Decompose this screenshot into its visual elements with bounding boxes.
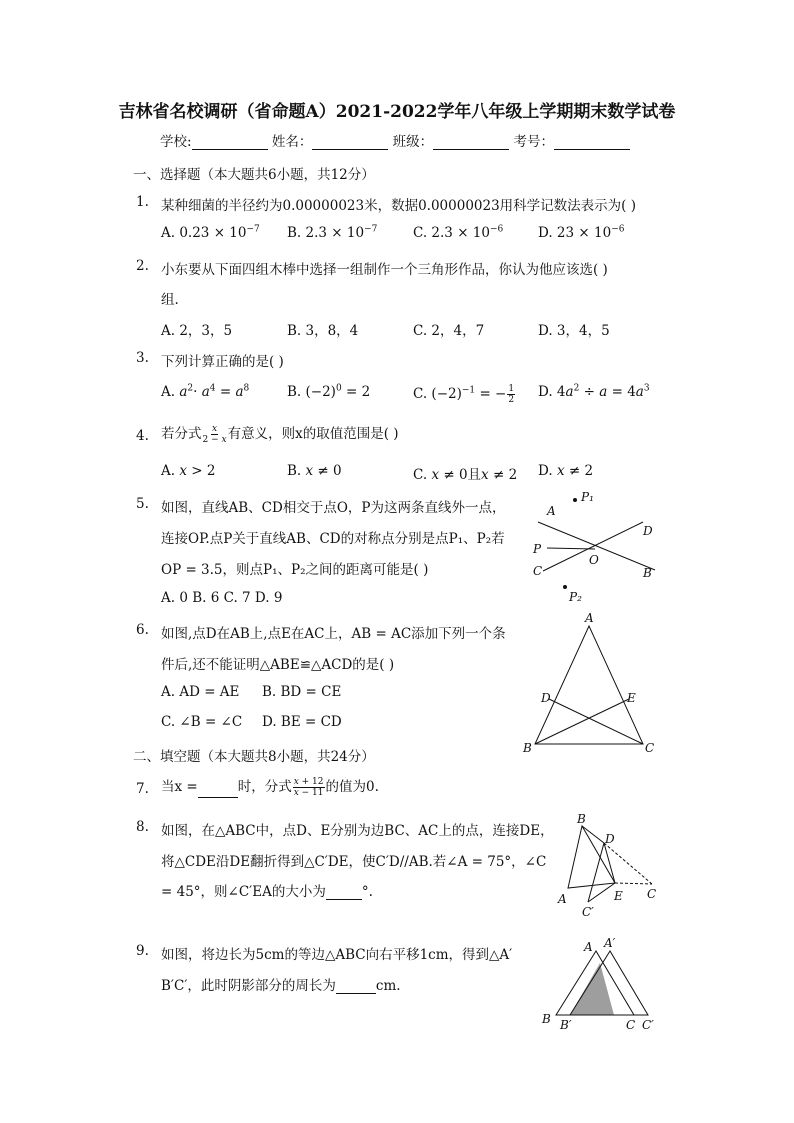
label-b: B [577, 812, 586, 826]
class-blank[interactable] [433, 135, 509, 150]
label-a: A [558, 892, 567, 906]
school-blank[interactable] [192, 135, 268, 150]
q2-option-b[interactable]: B. 3，8，4 [287, 323, 359, 339]
student-info-row [160, 130, 630, 150]
label-p2: P₂ [569, 590, 582, 604]
segment-op [547, 548, 595, 549]
q5-line2: 连接OP.点P关于直线AB、CD的对称点分别是点P₁、P₂若 [161, 531, 505, 547]
label-b: B [542, 1012, 551, 1026]
label-b: B [643, 566, 652, 580]
q6-option-a[interactable]: A. AD = AE [161, 684, 240, 700]
q8-answer-blank[interactable] [326, 887, 362, 900]
q3-option-d[interactable]: D. $4a^2 \div a = 4a^3$ [538, 383, 650, 400]
q9-number: 9. [136, 943, 149, 959]
segment-de [604, 843, 615, 883]
class-label: 班级： [392, 134, 434, 150]
q3-number: 3. [136, 350, 149, 366]
number-blank[interactable] [554, 135, 630, 150]
label-c-prime: C′ [582, 905, 594, 919]
segment-be [535, 699, 629, 744]
label-e: E [614, 889, 623, 903]
q6-option-b[interactable]: B. BD = CE [262, 684, 342, 700]
point-p1 [573, 498, 577, 502]
segment-cd [549, 699, 643, 744]
q1-option-d[interactable]: D. $23 \times 10^{-6}$ [538, 224, 625, 241]
section-fill-heading: 二、填空题（本大题共8小题，共24分） [133, 749, 375, 765]
q1-option-a[interactable]: A. $0.23 \times 10^{-7}$ [161, 224, 260, 241]
exam-title: 吉林省名校调研（省命题A）2021-2022学年八年级上学期期末数学试卷 [118, 102, 676, 122]
q1-number: 1. [136, 194, 149, 210]
label-b-prime: B′ [560, 1018, 572, 1032]
label-c: C [645, 741, 655, 755]
q8-figure [550, 810, 665, 920]
q5-number: 5. [136, 496, 149, 512]
segment-dc1 [588, 843, 604, 902]
point-p2 [563, 585, 567, 589]
q4-number: 4. [136, 428, 149, 444]
q4-option-b[interactable]: B. x ≠ 0 [287, 463, 342, 479]
q2-option-c[interactable]: C. 2，4，7 [413, 323, 485, 339]
q6-option-d[interactable]: D. BE = CD [262, 714, 342, 730]
q3-option-c[interactable]: C. $(-2)^{-1}$ = − $\frac{1}{2}$ [413, 384, 515, 405]
q5-figure [525, 485, 665, 610]
q6-number: 6. [136, 622, 149, 638]
label-a-prime: A′ [604, 936, 616, 950]
q8-line3: = 45°，则∠C′EA的大小为 °. [161, 884, 373, 900]
q4-option-a[interactable]: A. x > 2 [161, 463, 216, 479]
q7-fraction: $\frac{x + 12}{x - 11}$ [293, 777, 324, 798]
label-c: C [647, 887, 657, 901]
label-a: A [547, 504, 556, 518]
q3-option-b[interactable]: B. $(-2)^0 = 2$ [287, 383, 371, 400]
q9-figure [538, 935, 668, 1035]
q7-answer-blank[interactable] [198, 785, 238, 798]
q2-stem: 小东要从下面四组木棒中选择一组制作一个三角形作品，你认为他应该选( ) [161, 262, 608, 278]
q3-stem: 下列计算正确的是( ) [161, 354, 284, 370]
q6-figure [515, 610, 665, 755]
section-choice-heading: 一、选择题（本大题共6小题，共12分） [133, 167, 375, 183]
name-blank[interactable] [312, 135, 388, 150]
number-label: 考号： [513, 134, 554, 150]
label-a: A [585, 611, 594, 625]
q9-line2: B′C′，此时阴影部分的周长为 cm. [161, 978, 401, 994]
label-p1: P₁ [581, 490, 594, 504]
name-label: 姓名： [271, 134, 313, 150]
q5-options[interactable]: A. 0 B. 6 C. 7 D. 9 [161, 590, 283, 606]
label-d: D [541, 691, 551, 705]
q8-line1: 如图，在△ABC中，点D、E分别为边BC、AC上的点，连接DE， [161, 823, 554, 839]
label-a: A [584, 940, 593, 954]
label-d: D [643, 524, 653, 538]
label-d: D [605, 832, 615, 846]
label-e: E [627, 691, 636, 705]
q8-line2: 将△CDE沿DE翻折得到△C′DE，使C′D//AB.若∠A = 75°，∠C [161, 854, 547, 870]
q9-line1: 如图，将边长为5cm的等边△ABC向右平移1cm，得到△A′ [161, 947, 513, 963]
q6-line2: 件后,还不能证明△ABE≌△ACD的是( ) [161, 657, 395, 673]
label-c-prime: C′ [642, 1018, 654, 1032]
q2-option-d[interactable]: D. 3，4，5 [538, 323, 610, 339]
q1-stem: 某种细菌的半径约为0.00000023米，数据0.00000023用科学记数法表示为( ) [161, 198, 637, 214]
q4-option-d[interactable]: D. x ≠ 2 [538, 463, 594, 479]
segment-dc-dashed [604, 843, 652, 884]
q7-stem: 当x = 时，分式 $\frac{x + 12}{x - 11}$ 的值为0. [161, 777, 379, 798]
q4-fraction: $\frac{x}{2 - x}$ [202, 424, 227, 445]
q2-stem-cont: 组. [161, 292, 179, 308]
q8-number: 8. [136, 819, 149, 835]
q6-option-c[interactable]: C. ∠B = ∠C [161, 714, 243, 730]
q4-option-c[interactable]: C. x ≠ 0且x ≠ 2 [413, 467, 518, 483]
triangle-abc [535, 626, 643, 744]
segment-ec-dashed [615, 883, 652, 884]
q3-option-a[interactable]: A. $a^2\cdot a^4 = a^8$ [161, 383, 250, 400]
label-b: B [523, 741, 532, 755]
q1-option-c[interactable]: C. $2.3 \times 10^{-6}$ [413, 224, 504, 241]
school-label: 学校: [160, 134, 192, 150]
label-c: C [626, 1018, 636, 1032]
q2-number: 2. [136, 258, 149, 274]
segment-bd [582, 826, 604, 843]
label-o: O [589, 553, 599, 567]
q5-line1: 如图，直线AB、CD相交于点O，P为这两条直线外一点， [161, 500, 506, 516]
q6-line1: 如图,点D在AB上,点E在AC上，AB = AC添加下列一个条 [161, 626, 506, 642]
q4-stem: 若分式 $\frac{x}{2 - x}$ 有意义，则x的取值范围是( ) [161, 424, 399, 445]
label-c: C [533, 564, 543, 578]
q5-line3: OP = 3.5，则点P₁、P₂之间的距离可能是( ) [161, 562, 429, 578]
q9-answer-blank[interactable] [336, 981, 376, 994]
q2-option-a[interactable]: A. 2，3，5 [161, 323, 233, 339]
q7-number: 7. [136, 781, 149, 797]
label-p: P [533, 542, 542, 556]
q1-option-b[interactable]: B. $2.3 \times 10^{-7}$ [287, 224, 378, 241]
